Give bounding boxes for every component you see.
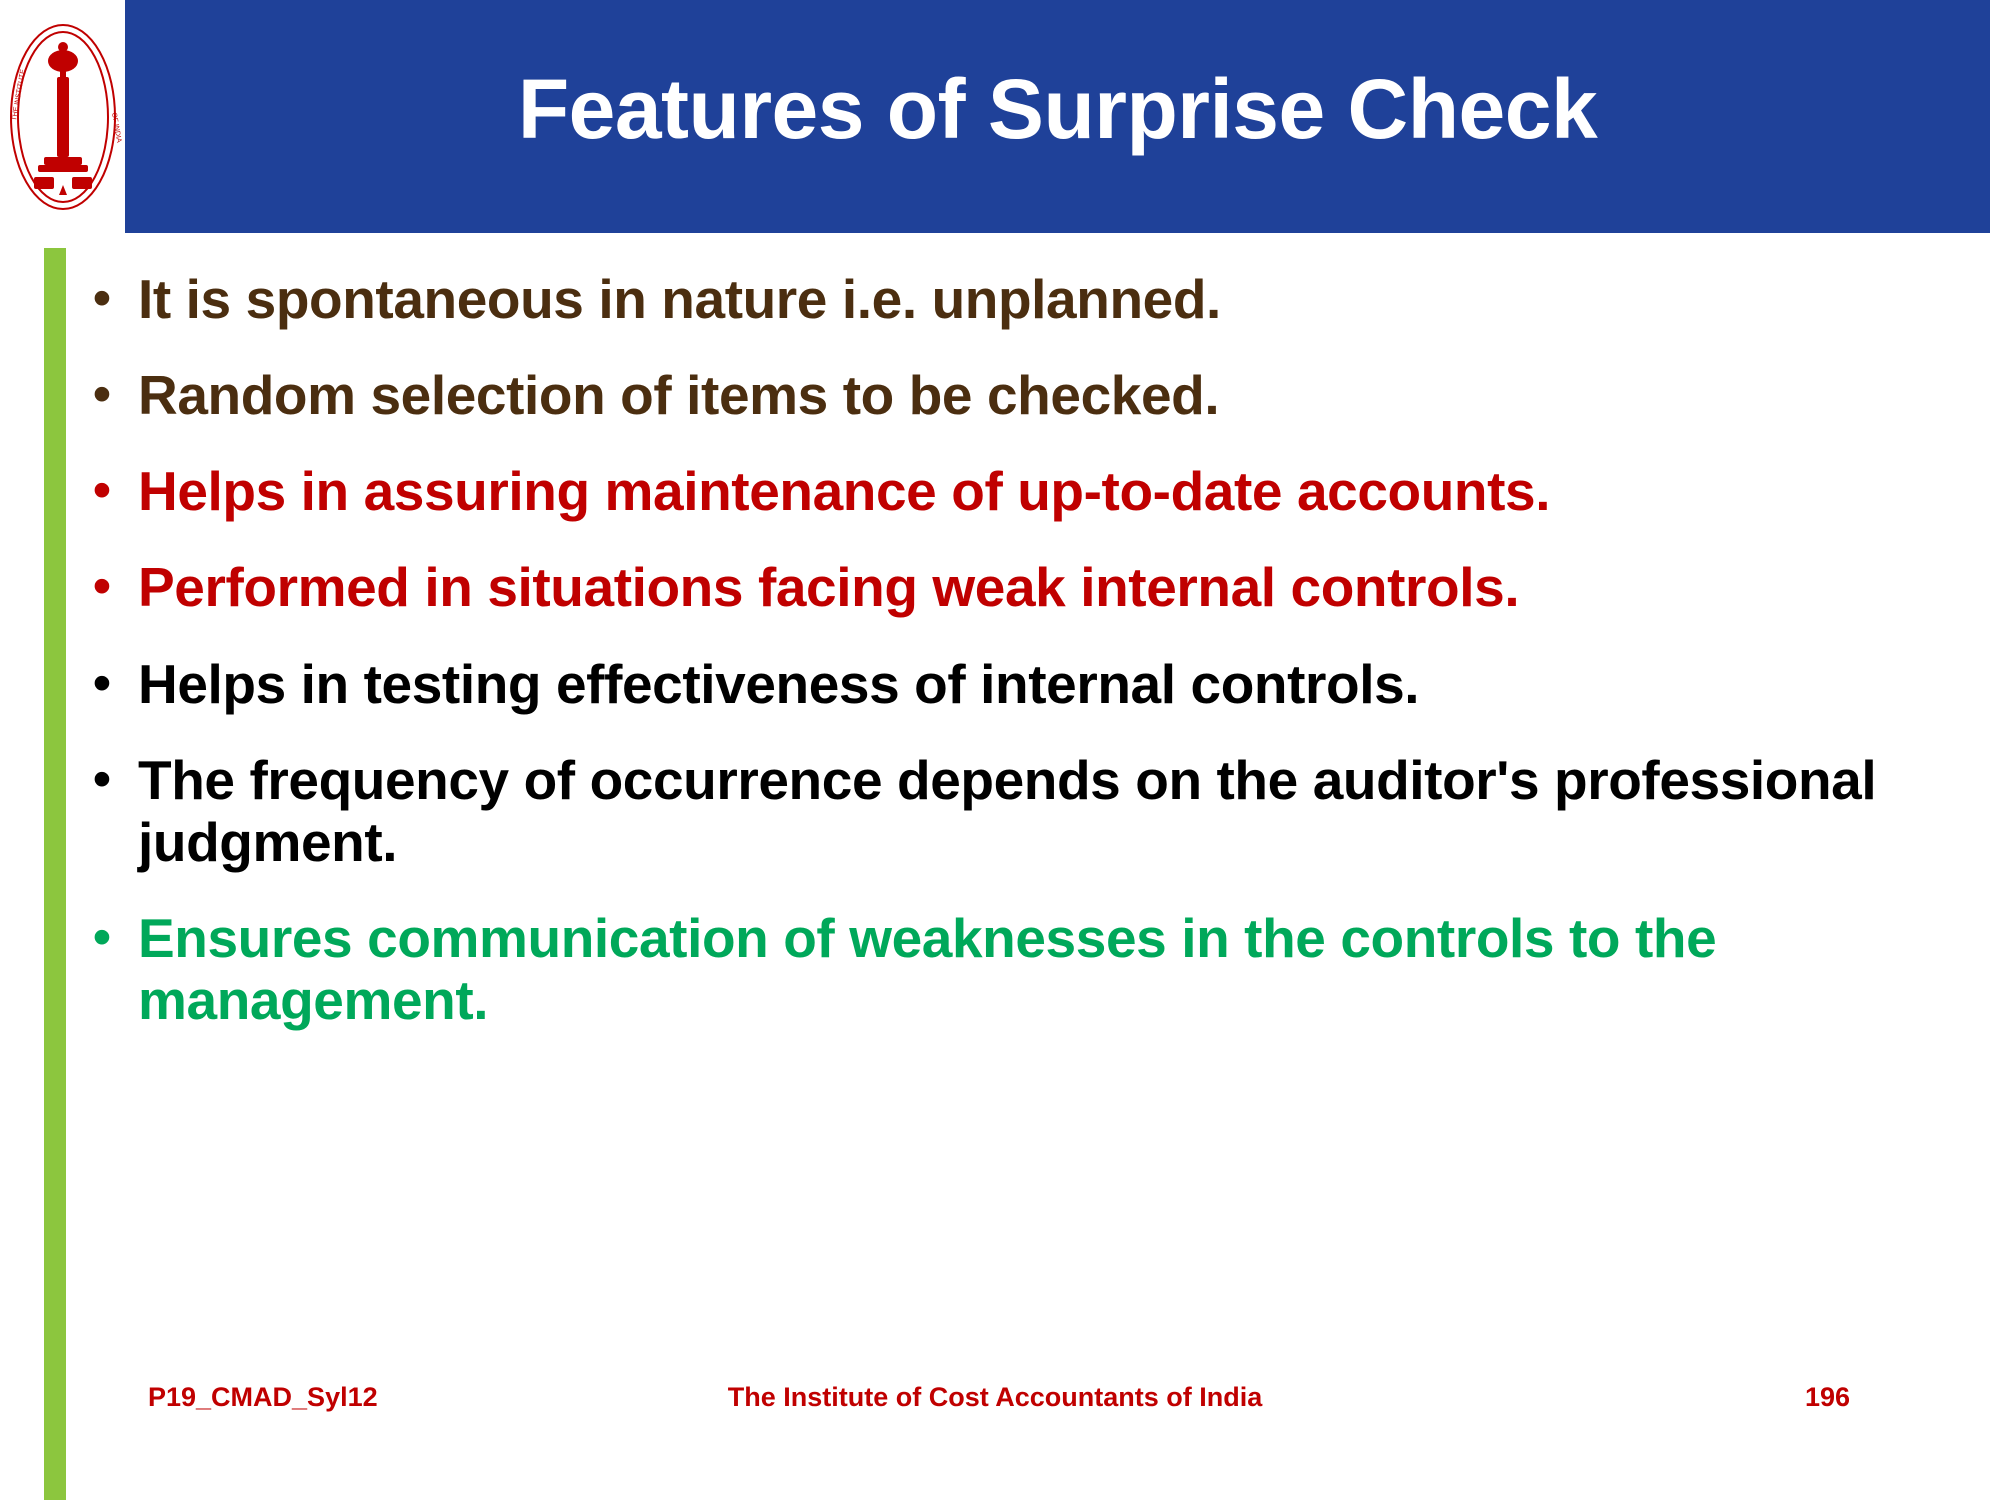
list-item: [66, 653, 1966, 715]
svg-text:OF INDIA: OF INDIA: [109, 111, 122, 143]
footer-subject-code: P19_CMAD_Syl12: [148, 1382, 378, 1412]
bullet-icon: •: [92, 364, 112, 425]
bullet-list: [66, 268, 1966, 1065]
bullet-icon: •: [92, 556, 112, 617]
logo: [0, 0, 125, 233]
page-title: Features of Surprise Check: [517, 62, 1598, 157]
list-item: [66, 907, 1966, 1031]
list-item: [66, 364, 1966, 426]
list-item-text: Ensures communication of weaknesses in the controls to the management.: [138, 906, 1717, 1032]
bullet-icon: •: [92, 268, 112, 328]
list-item-text: Random selection of items to be checked.: [138, 364, 1220, 427]
bullet-icon: •: [92, 748, 112, 809]
list-item: [66, 460, 1966, 522]
slide-footer: [0, 1382, 1990, 1442]
list-item-text: Helps in testing effectiveness of internal controls.: [138, 652, 1420, 715]
slide-header: [125, 0, 1990, 233]
left-accent-bar: [44, 248, 66, 1500]
list-item-text: The frequency of occurrence depends on the auditor's professional judgment.: [138, 748, 1877, 873]
list-item: [66, 749, 1966, 873]
institute-logo-icon: [4, 17, 122, 217]
footer-institute-name: The Institute of Cost Accountants of India: [727, 1382, 1263, 1412]
list-item: [66, 268, 1966, 330]
page-number: 196: [1804, 1382, 1850, 1412]
bullet-icon: •: [92, 906, 112, 967]
list-item-text: It is spontaneous in nature i.e. unplanned.: [138, 268, 1221, 330]
svg-text:THE INSTITUTE: THE INSTITUTE: [10, 68, 27, 121]
list-item: [66, 556, 1966, 618]
list-item-text: Helps in assuring maintenance of up-to-date accounts.: [138, 460, 1551, 523]
list-item-text: Performed in situations facing weak internal controls.: [138, 556, 1520, 619]
bullet-icon: •: [92, 652, 112, 713]
bullet-icon: •: [92, 460, 112, 521]
